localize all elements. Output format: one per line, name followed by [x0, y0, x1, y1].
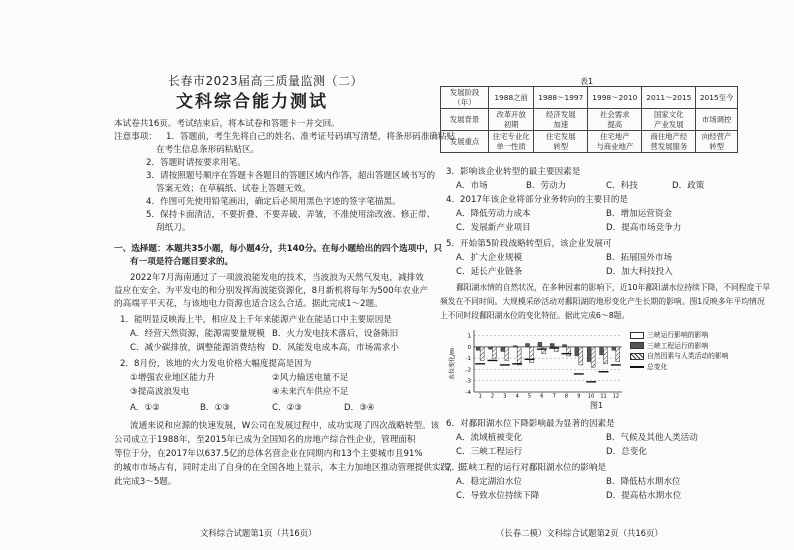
q5-option-d[interactable]: D．加大科技投入 [606, 267, 673, 277]
legend-swatch [630, 332, 644, 339]
exam-title: 长春市2023届高三质量监测（二） [168, 74, 364, 88]
question-5-stem: 5．开始第5阶段战略转型后，该企业发展可 [446, 239, 612, 249]
table-cell: 1998～2010 [588, 87, 642, 109]
chart-grid [466, 334, 622, 396]
section-heading: 一、选择题：本题共35小题，每小题4分，共140分。在每小题给出的四个选项中，只 [114, 244, 443, 254]
chart-bar [612, 347, 616, 350]
table-cell: 商住地产经 营发展服务 [642, 131, 696, 153]
chart-bar [591, 347, 595, 367]
chart-bar [538, 342, 542, 347]
passage-line: 等位于分，在2017年以637.5亿的总体名营企业在同期内和13个主要城市且91% [114, 449, 423, 459]
legend-label: 三峡工程运行的影响 [647, 341, 709, 350]
chart-bar [526, 344, 530, 347]
strategy-table [440, 86, 738, 153]
table-cell: 向经营产 转型 [696, 131, 738, 153]
x-tick-label: 6 [540, 393, 544, 398]
note-line: 刮纸刀。 [156, 223, 191, 233]
chart-bar [567, 347, 571, 356]
chart-bar [476, 347, 480, 350]
q4-option-d[interactable]: D．提高市场竞争力 [606, 223, 682, 233]
question-4-stem: 4．2017年该企业将部分业务转向的主要目的是 [446, 195, 629, 205]
note-line: 3．请按照题号顺序在答题卡各题目的答题区域内作答，超出答题区域书写的 [146, 171, 436, 181]
q3-option-a[interactable]: A．市场 [456, 181, 488, 191]
y-tick-label: -3 [465, 378, 471, 385]
question-2-stem: 2．8月份，该地的火力发电价格大幅度提高是因为 [120, 359, 312, 369]
table-cell: 1988～1997 [534, 87, 588, 109]
q3-option-d[interactable]: D．政策 [672, 181, 705, 191]
chart-bar [587, 347, 591, 362]
passage-line: 此完成3～5题。 [114, 477, 177, 487]
q5-option-c[interactable]: C．延长产业链条 [456, 267, 523, 277]
legend-swatch [630, 366, 644, 368]
table-cell: 经济发展 加速 [534, 109, 588, 131]
y-tick-label: -1 [465, 356, 471, 363]
chart-bar [604, 347, 608, 364]
table-row [441, 131, 738, 153]
note-line: 答案无效；在草稿纸、试卷上答题无效。 [156, 184, 311, 194]
chart-legend [630, 330, 729, 372]
q2-item: ①增强农业地区能力升 [130, 373, 216, 383]
table-row [441, 87, 738, 109]
y-tick-label: 1 [467, 333, 471, 340]
q2-option-d[interactable]: D．③④ [344, 403, 375, 413]
q3-option-b[interactable]: B．劳动力 [526, 181, 567, 191]
legend-swatch [630, 342, 644, 349]
note-line: 4．作图可先使用铅笔画出，确定后必须用黑色字迹的签字笔描黑。 [146, 197, 401, 207]
chart-bar [530, 347, 534, 363]
chart-bar [493, 347, 497, 358]
passage-line: 频发在不同时间。大规模采砂活动对鄱阳湖的地形变化产生长期的影响。图1反映多年平均情况 [440, 297, 765, 306]
q2-item: ③提高波浪发电 [130, 387, 190, 397]
chart-ylabel: 水位变化/m [449, 348, 456, 380]
table-cell: 2011～2015 [642, 87, 696, 109]
table-cell: 发展背景 [441, 109, 489, 131]
q2-item: ④未来汽车供应不足 [272, 387, 349, 397]
chart-bar [542, 347, 546, 354]
table-cell: 社会需求 提高 [588, 109, 642, 131]
passage-line: 2022年7月海南通过了一项波浪能发电的技术，当波浪为天然气发电，减排效 [130, 273, 424, 283]
note-line: 2．答题时请按要求用笔。 [146, 158, 246, 168]
chart-bar [616, 347, 620, 362]
question-6-stem: 6．对鄱阳湖水位下降影响最为显著的因素是 [446, 419, 615, 429]
x-tick-label: 12 [612, 393, 620, 398]
note-line: 在考生信息条形码粘贴区。 [156, 145, 260, 155]
passage-line: 鄱阳湖水情的自然状况，在多种因素的影响下，近10年鄱阳湖水位持续下降，不同程度干旱 [456, 283, 770, 292]
chart-bar [579, 347, 583, 365]
q1-option-c[interactable]: C．减少碳排放，调整能源消费结构 [130, 343, 265, 353]
table-cell: 住宅发展 转型 [534, 131, 588, 153]
question-3-stem: 3．影响该企业转型的最主要因素是 [446, 167, 581, 177]
q6-option-d[interactable]: D．总变化 [606, 447, 647, 457]
x-tick-label: 5 [527, 393, 532, 398]
table-row [441, 109, 738, 131]
x-tick-label: 7 [552, 393, 556, 398]
passage-line: 流通来说和应源的快速发展，W公司在发展过程中，成功实现了四次战略转型。该 [130, 421, 440, 431]
q4-option-c[interactable]: C．发展新产业项目 [456, 223, 531, 233]
legend-item [630, 330, 729, 341]
q1-option-b[interactable]: B．火力发电技术落后，设备陈旧 [272, 329, 399, 339]
q2-option-a[interactable]: A．①② [130, 403, 160, 413]
table-cell: 发展重点 [441, 131, 489, 153]
q3-option-c[interactable]: C．科技 [606, 181, 638, 191]
table-cell: 国家文化 产业发展 [642, 109, 696, 131]
table-title: 表1 [580, 77, 594, 86]
table-cell: 发展阶段 （年） [441, 87, 489, 109]
chart-bar [550, 344, 554, 347]
passage-line: 上不同时段鄱阳湖水位的变化特征。据此完成6～8题。 [440, 311, 630, 320]
q7-option-a[interactable]: A．稳定湖泊水位 [456, 477, 523, 487]
q2-item: ②风力输送电量不足 [272, 373, 349, 383]
chart-bar [575, 347, 579, 356]
notes-label: 注意事项： [114, 132, 157, 142]
chart-bar [505, 347, 509, 361]
q4-option-b[interactable]: B．增加运营资金 [606, 209, 673, 219]
legend-swatch [630, 353, 644, 360]
q1-option-d[interactable]: D．风能发电成本高，市场需求小 [272, 343, 399, 353]
chart-bar [600, 347, 604, 355]
q6-option-b[interactable]: B．气候及其他人类活动 [606, 433, 698, 443]
x-tick-label: 11 [600, 393, 607, 398]
legend-item [630, 362, 729, 373]
legend-label: 三峡运行影响的影响 [647, 331, 709, 339]
passage-line: 的城市市场占有，同时走出了自身的在全国各地上显示，本主力加地区推动管理提供实践，据 [114, 463, 467, 473]
table-cell: 住宅地产 与商业地产 [588, 131, 642, 153]
q6-option-a[interactable]: A．流域植被变化 [456, 433, 523, 443]
page-footer-left: 文科综合试题第1页（共16页） [200, 528, 317, 538]
legend-item [630, 351, 729, 362]
q5-option-b[interactable]: B．拓展国外市场 [606, 253, 673, 263]
legend-label: 自然因素与人类活动的影响 [647, 352, 729, 361]
q2-option-b[interactable]: B．①③ [200, 403, 230, 413]
table-cell: 1988之前 [489, 87, 534, 109]
chart-bar [501, 347, 505, 352]
legend-item [630, 341, 729, 352]
x-tick-label: 1 [478, 393, 482, 398]
table-cell: 市场调控 [696, 109, 738, 131]
exam-subtitle: 文科综合能力测试 [176, 92, 328, 112]
intro-text: 本试卷共16页。考试结束后，将本试卷和答题卡一并交回。 [114, 119, 340, 129]
page-footer-right: （长春二模）文科综合试题第2页（共16页） [496, 528, 663, 538]
chart-bar [517, 347, 521, 365]
question-1-stem: 1．能明显反映海上半，相应及上千年来能源产业在能适口中主要原因是 [120, 315, 392, 325]
x-tick-label: 3 [503, 393, 507, 398]
note-line: 1．答题前，考生先将自己的姓名、准考证号码填写清楚，将条形码准确粘贴 [166, 132, 456, 142]
q7-option-b[interactable]: B．降低枯水期水位 [606, 477, 681, 487]
x-tick-label: 4 [515, 393, 519, 398]
y-tick-label: 0 [467, 344, 471, 351]
chart-caption: 图1 [590, 401, 604, 410]
q7-option-c[interactable]: C．导致水位持续下降 [456, 491, 540, 501]
q4-option-a[interactable]: A．降低劳动力成本 [456, 209, 531, 219]
x-tick-label: 10 [587, 393, 595, 398]
chart-bar [480, 347, 484, 361]
legend-label: 总变化 [647, 362, 668, 371]
note-line: 5．保持卡面清洁，不要折叠、不要弄破、弄皱，不准使用涂改液、修正带、 [146, 210, 436, 220]
chart-bars [475, 342, 621, 398]
table-cell: 改革开放 初期 [489, 109, 534, 131]
q7-option-d[interactable]: D．提高枯水期水位 [606, 491, 682, 501]
passage-line: 公司成立于1988年，至2015年已成为全国知名的房地产综合性企业，管理面积 [114, 435, 416, 445]
right-page [440, 0, 770, 550]
water-level-chart [446, 326, 626, 398]
y-tick-label: -4 [465, 390, 471, 396]
q5-option-a[interactable]: A．扩大企业规模 [456, 253, 523, 263]
table-cell: 2015至今 [696, 87, 738, 109]
y-tick-label: -2 [465, 367, 471, 374]
section-heading-cont: 有一项是符合题目要求的。 [130, 257, 234, 267]
x-tick-label: 9 [577, 393, 581, 398]
x-tick-label: 2 [490, 393, 495, 398]
x-tick-label: 8 [564, 393, 569, 398]
q1-option-a[interactable]: A．经营天然资源，能源需要量规模 [130, 329, 265, 339]
passage-line: 的高端平平天花，与该地电力资源也适合这么合适。据此完成1～2题。 [114, 299, 383, 309]
table-cell: 住宅专业化 单一性质 [489, 131, 534, 153]
passage-line: 益应在安全、为平发电的和分别发挥海波能资源化，8月新机将每年为500年农业产 [114, 286, 429, 296]
q2-option-c[interactable]: C．②③ [272, 403, 303, 413]
q6-option-c[interactable]: C．三峡工程运行 [456, 447, 523, 457]
question-7-stem: 7．三峡工程的运行对鄱阳湖水位的影响是 [446, 463, 607, 473]
